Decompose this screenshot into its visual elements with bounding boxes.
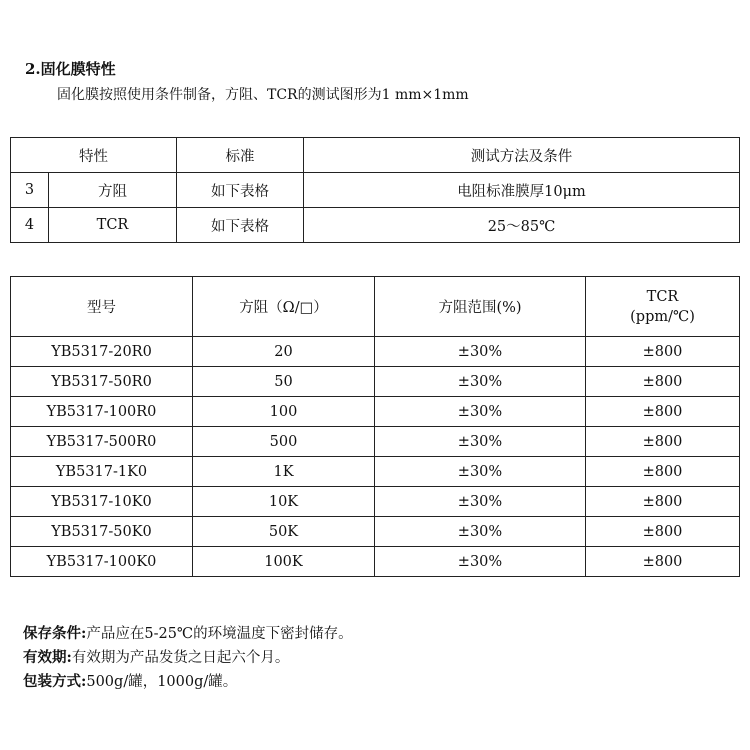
row-number: 3 xyxy=(11,173,49,208)
tcr-cell: ±800 xyxy=(586,367,740,397)
models-header-row xyxy=(11,277,740,337)
resistance-cell: 20 xyxy=(193,337,375,367)
property-standard: 如下表格 xyxy=(177,208,304,243)
tcr-cell: ±800 xyxy=(586,547,740,577)
resistance-cell: 1K xyxy=(193,457,375,487)
range-cell: ±30% xyxy=(375,397,586,427)
range-cell: ±30% xyxy=(375,547,586,577)
model-cell: YB5317-500R0 xyxy=(11,427,193,457)
table-row xyxy=(11,208,740,243)
resistance-cell: 100 xyxy=(193,397,375,427)
resistance-cell: 10K xyxy=(193,487,375,517)
range-cell: ±30% xyxy=(375,427,586,457)
range-cell: ±30% xyxy=(375,457,586,487)
storage-value: 产品应在5-25℃的环境温度下密封储存。 xyxy=(86,626,353,642)
tcr-cell: ±800 xyxy=(586,397,740,427)
model-cell: YB5317-10K0 xyxy=(11,487,193,517)
packaging-value: 500g/罐，1000g/罐。 xyxy=(86,674,238,690)
model-cell: YB5317-1K0 xyxy=(11,457,193,487)
property-name: 方阻 xyxy=(49,173,177,208)
header-range: 方阻范围(%) xyxy=(375,277,586,337)
table-row xyxy=(11,427,740,457)
header-tcr xyxy=(586,277,740,337)
header-standard: 标准 xyxy=(177,138,304,173)
table-row xyxy=(11,397,740,427)
tcr-cell: ±800 xyxy=(586,427,740,457)
packaging-line xyxy=(23,670,353,694)
table-row xyxy=(11,487,740,517)
section-intro: 固化膜按照使用条件制备，方阻、TCR的测试图形为1 mm×1mm xyxy=(57,87,469,103)
validity-line xyxy=(23,646,353,670)
storage-line xyxy=(23,622,353,646)
property-method: 25～85℃ xyxy=(304,208,740,243)
header-tcr-line1: TCR xyxy=(646,288,679,305)
table-row xyxy=(11,547,740,577)
property-name: TCR xyxy=(49,208,177,243)
resistance-cell: 500 xyxy=(193,427,375,457)
footer-notes xyxy=(23,622,353,694)
property-standard: 如下表格 xyxy=(177,173,304,208)
range-cell: ±30% xyxy=(375,337,586,367)
validity-value: 有效期为产品发货之日起六个月。 xyxy=(71,650,290,666)
tcr-cell: ±800 xyxy=(586,457,740,487)
model-cell: YB5317-50K0 xyxy=(11,517,193,547)
header-tcr-line2: (ppm/℃) xyxy=(630,308,695,325)
property-method: 电阻标准膜厚10μm xyxy=(304,173,740,208)
header-property: 特性 xyxy=(11,138,177,173)
properties-table xyxy=(10,137,740,243)
row-number: 4 xyxy=(11,208,49,243)
section-heading: 2.固化膜特性 xyxy=(25,60,116,78)
validity-label: 有效期: xyxy=(23,649,72,666)
tcr-cell: ±800 xyxy=(586,517,740,547)
packaging-label: 包装方式: xyxy=(23,673,87,690)
range-cell: ±30% xyxy=(375,487,586,517)
model-cell: YB5317-100R0 xyxy=(11,397,193,427)
tcr-cell: ±800 xyxy=(586,487,740,517)
table-row xyxy=(11,337,740,367)
header-method: 测试方法及条件 xyxy=(304,138,740,173)
resistance-cell: 50 xyxy=(193,367,375,397)
resistance-cell: 100K xyxy=(193,547,375,577)
table-row xyxy=(11,173,740,208)
header-model: 型号 xyxy=(11,277,193,337)
model-cell: YB5317-50R0 xyxy=(11,367,193,397)
range-cell: ±30% xyxy=(375,517,586,547)
table-row xyxy=(11,517,740,547)
table-row xyxy=(11,457,740,487)
model-cell: YB5317-20R0 xyxy=(11,337,193,367)
resistance-cell: 50K xyxy=(193,517,375,547)
range-cell: ±30% xyxy=(375,367,586,397)
header-resistance: 方阻（Ω/□） xyxy=(193,277,375,337)
models-table xyxy=(10,276,740,577)
model-cell: YB5317-100K0 xyxy=(11,547,193,577)
storage-label: 保存条件: xyxy=(23,625,87,642)
properties-header-row xyxy=(11,138,740,173)
table-row xyxy=(11,367,740,397)
tcr-cell: ±800 xyxy=(586,337,740,367)
